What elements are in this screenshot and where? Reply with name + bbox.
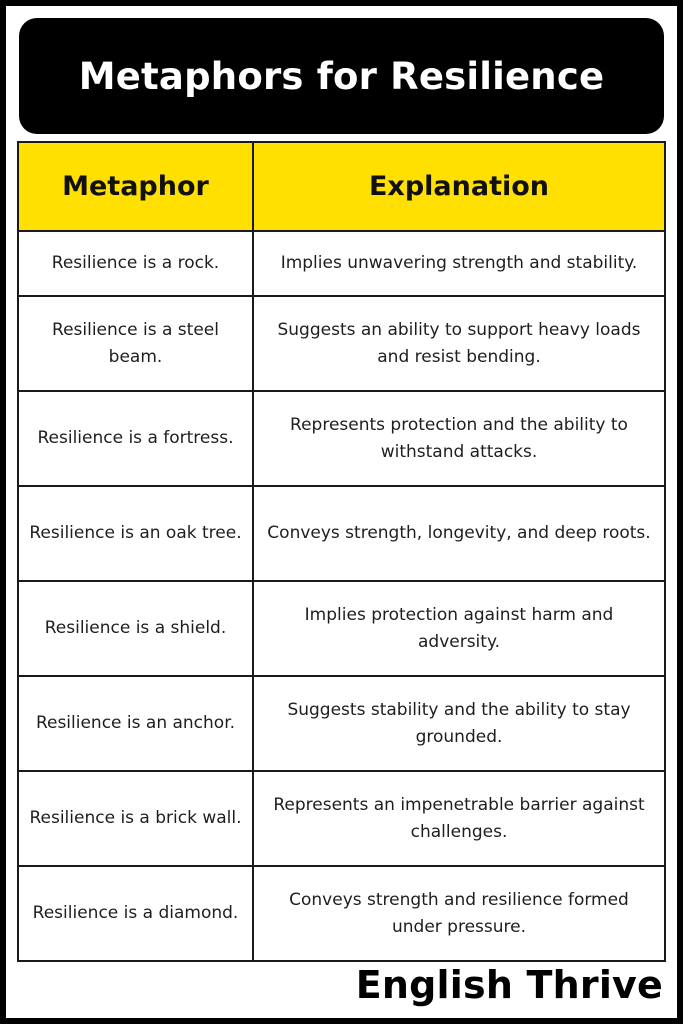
- metaphor-cell: Resilience is a rock.: [18, 231, 253, 296]
- table-row: [18, 391, 665, 486]
- metaphor-cell: Resilience is a steel beam.: [18, 296, 253, 391]
- metaphor-cell: Resilience is an oak tree.: [18, 486, 253, 581]
- table-row: [18, 866, 665, 961]
- brand-logo-text: English Thrive: [355, 963, 663, 1007]
- metaphor-cell: Resilience is an anchor.: [18, 676, 253, 771]
- explanation-cell: Represents protection and the ability to withstand attacks.: [253, 391, 665, 486]
- explanation-cell: Suggests an ability to support heavy loads and resist bending.: [253, 296, 665, 391]
- table-row: [18, 296, 665, 391]
- infographic-card: [6, 6, 677, 1018]
- explanation-cell: Implies protection against harm and adversity.: [253, 581, 665, 676]
- table-row: [18, 676, 665, 771]
- table-header-row: [18, 142, 665, 231]
- table-row: [18, 771, 665, 866]
- table-row: [18, 231, 665, 296]
- explanation-cell: Suggests stability and the ability to stay grounded.: [253, 676, 665, 771]
- page-title: Metaphors for Resilience: [78, 54, 605, 98]
- metaphor-table: [17, 141, 666, 962]
- metaphor-cell: Resilience is a brick wall.: [18, 771, 253, 866]
- column-header-explanation: Explanation: [253, 142, 665, 231]
- metaphor-cell: Resilience is a shield.: [18, 581, 253, 676]
- table-row: [18, 581, 665, 676]
- title-banner: [19, 18, 664, 134]
- explanation-cell: Implies unwavering strength and stability.: [253, 231, 665, 296]
- column-header-metaphor: Metaphor: [18, 142, 253, 231]
- explanation-cell: Conveys strength, longevity, and deep roots.: [253, 486, 665, 581]
- explanation-cell: Represents an impenetrable barrier against challenges.: [253, 771, 665, 866]
- metaphor-cell: Resilience is a fortress.: [18, 391, 253, 486]
- explanation-cell: Conveys strength and resilience formed under pressure.: [253, 866, 665, 961]
- table-row: [18, 486, 665, 581]
- metaphor-cell: Resilience is a diamond.: [18, 866, 253, 961]
